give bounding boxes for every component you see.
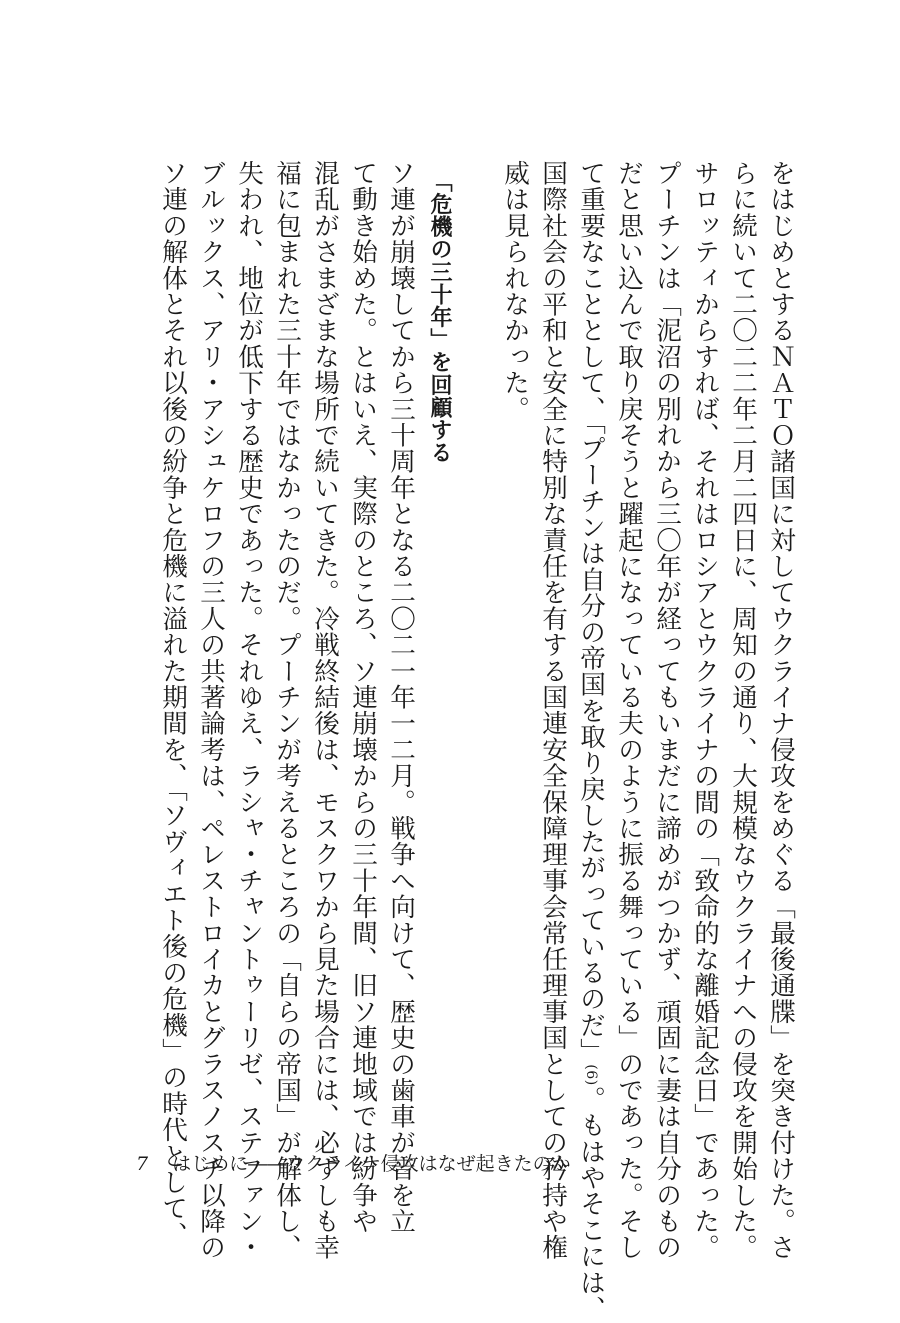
- text-line: ブルックス、アリ・アシュケロフの三人の共著論考は、ペレストロイカとグラスノスチ以降の: [196, 160, 226, 1261]
- text-line-with-note: [572, 160, 610, 1322]
- text-segment: て重要なこととして、「プーチンは自分の帝国を取り戻したがっているのだ」: [576, 160, 606, 1065]
- paragraph-gap: [458, 160, 496, 1050]
- text-line: プーチンは「泥沼の別れから三〇年が経ってもいまだに諦めがつかず、頑固に妻は自分のもの: [652, 160, 682, 1261]
- text-line: ソ連が崩壊してから三十周年となる二〇二一年一二月。戦争へ向けて、歴史の歯車が音を立: [386, 160, 416, 1235]
- text-line: 威は見られなかった。: [500, 160, 530, 422]
- text-line: 国際社会の平和と安全に特別な責任を有する国連安全保障理事会常任理事国としての矜持や権: [538, 160, 568, 1261]
- text-segment: 。もはやそこには、: [576, 1085, 606, 1322]
- section-heading: 「危機の三十年」を回顧する: [427, 170, 452, 464]
- text-line: ソ連の解体とそれ以後の紛争と危機に溢れた期間を、「ソヴィエト後の危機」の時代として、: [158, 160, 188, 1248]
- text-line: 混乱がさまざまな場所で続いてきた。冷戦終結後は、モスクワから見た場合には、必ずしも幸: [310, 160, 340, 1261]
- text-line: だと思い込んで取り戻そうと躍起になっている夫のように振る舞っている」のであった。そし: [614, 160, 644, 1261]
- text-line: 失われ、地位が低下する歴史であった。それゆえ、ラシャ・チャントゥーリゼ、ステファン・: [234, 160, 264, 1261]
- text-line: 福に包まれた三十年ではなかったのだ。プーチンが考えるところの「自らの帝国」が解体し、: [272, 160, 302, 1261]
- text-line: をはじめとするＮＡＴＯ諸国に対してウクライナ侵攻をめぐる「最後通牒」を突き付けた。さ: [766, 160, 796, 1261]
- footnote-marker: (6): [583, 1064, 599, 1086]
- text-line: て動き始めた。とはいえ、実際のところ、ソ連崩壊からの三十年間、旧ソ連地域では紛争や: [348, 160, 378, 1235]
- text-line: サロッティからすれば、それはロシアとウクライナの間の「致命的な離婚記念日」であった。: [690, 160, 720, 1261]
- running-title: はじめに――ウクライナ侵攻はなぜ起きたのか: [172, 1153, 571, 1175]
- text-line: らに続いて二〇二二年二月二四日に、周知の通り、大規模なウクライナへの侵攻を開始した。: [728, 160, 758, 1261]
- page-number: 7: [136, 1153, 149, 1175]
- page-footer: [136, 1152, 571, 1176]
